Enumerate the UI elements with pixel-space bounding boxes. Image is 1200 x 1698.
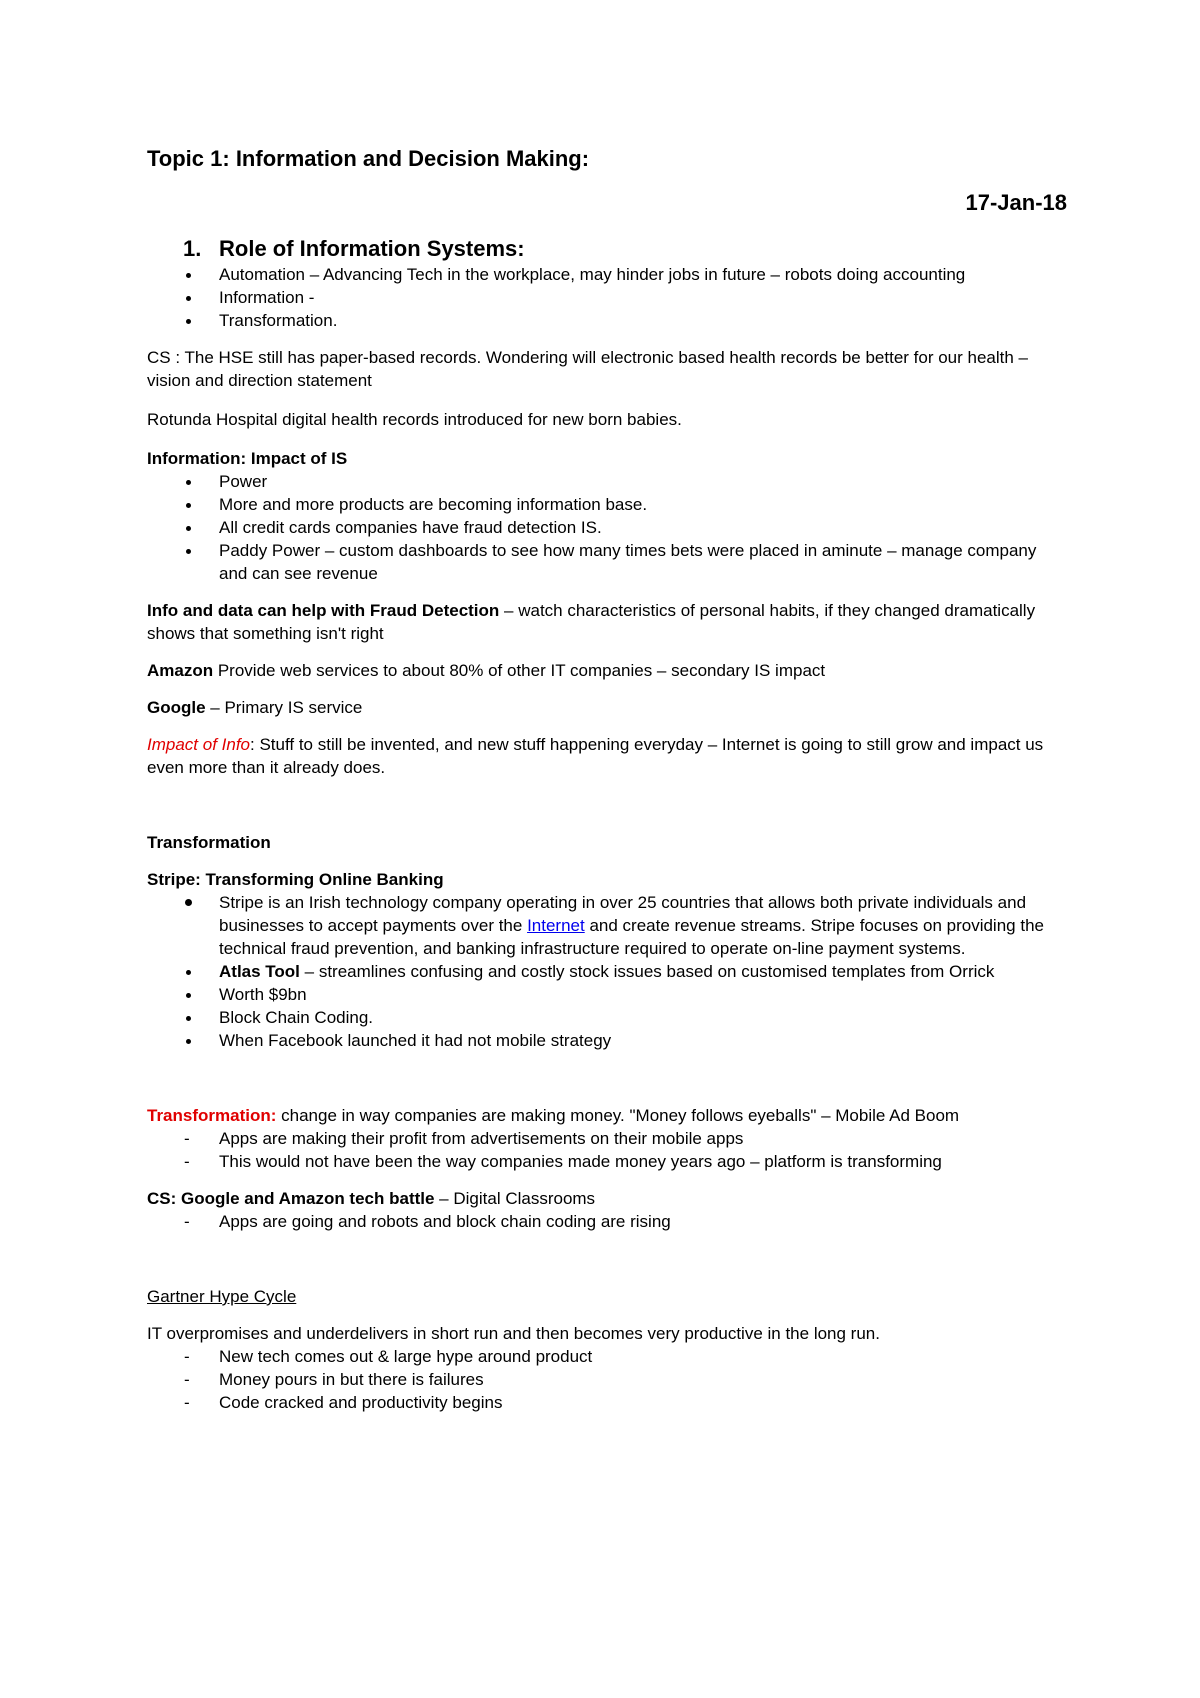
transformation-heading: Transformation	[147, 833, 271, 852]
section-heading-text: Role of Information Systems:	[219, 236, 525, 261]
list-item: Worth $9bn	[147, 983, 1067, 1006]
list-item: Information -	[147, 286, 1067, 309]
gartner-paragraph: IT overpromises and underdelivers in short run and then becomes very productive in the long run.	[147, 1324, 880, 1343]
transformation-paragraph: Transformation: change in way companies are making money. "Money follows eyeballs" – Mobile Ad Boom	[147, 1106, 960, 1125]
list-item: - Code cracked and productivity begins	[147, 1391, 1067, 1414]
list-item: - This would not have been the way companies made money years ago – platform is transforming	[147, 1150, 1067, 1173]
list-item: Atlas Tool – streamlines confusing and costly stock issues based on customised templates from Orrick	[147, 960, 1067, 983]
gartner-heading: Gartner Hype Cycle	[147, 1287, 297, 1306]
list-item: - Money pours in but there is failures	[147, 1368, 1067, 1391]
rotunda-paragraph: Rotunda Hospital digital health records introduced for new born babies.	[147, 410, 682, 429]
impact-bullet-list	[147, 470, 1067, 585]
list-item: When Facebook launched it had not mobile strategy	[147, 1029, 1067, 1052]
list-item: - New tech comes out & large hype around product	[147, 1345, 1067, 1368]
document-date: 17-Jan-18	[965, 190, 1067, 215]
stripe-bullet-list	[147, 891, 1067, 1052]
section-number: 1.	[183, 236, 202, 261]
list-item: Paddy Power – custom dashboards to see how many times bets were placed in aminute – manage company and can see revenue	[147, 539, 1067, 585]
cs2-dash-list	[147, 1210, 1067, 1233]
stripe-heading: Stripe: Transforming Online Banking	[147, 870, 444, 889]
list-item: - Apps are making their profit from advertisements on their mobile apps	[147, 1127, 1067, 1150]
list-item: Power	[147, 470, 1067, 493]
section-heading-role-of-is	[183, 235, 1067, 263]
list-item: Automation – Advancing Tech in the workplace, may hinder jobs in future – robots doing accounting	[147, 263, 1067, 286]
list-item: - Apps are going and robots and block chain coding are rising	[147, 1210, 1067, 1233]
fraud-paragraph: Info and data can help with Fraud Detection – watch characteristics of personal habits, if they changed dramatically shows that something isn't right	[147, 601, 1036, 643]
gartner-dash-list	[147, 1345, 1067, 1414]
impact-heading: Information: Impact of IS	[147, 449, 348, 468]
document-body	[147, 145, 1067, 1414]
transformation-dash-list	[147, 1127, 1067, 1173]
list-item: More and more products are becoming information base.	[147, 493, 1067, 516]
role-bullet-list	[147, 263, 1067, 332]
google-paragraph: Google – Primary IS service	[147, 698, 363, 717]
page-title: Topic 1: Information and Decision Making:	[147, 146, 590, 171]
amazon-paragraph: Amazon Provide web services to about 80% of other IT companies – secondary IS impact	[147, 661, 826, 680]
case-study-google-amazon: CS: Google and Amazon tech battle – Digital Classrooms	[147, 1189, 596, 1208]
internet-link[interactable]: Internet	[527, 916, 585, 935]
list-item: All credit cards companies have fraud detection IS.	[147, 516, 1067, 539]
list-item: Stripe is an Irish technology company operating in over 25 countries that allows both private individuals and businesses to accept payments over the Internet and create revenue streams. Stripe focuses on providing the technical fraud prevention, and banking infrastructure required to operate on-line payment systems.	[147, 891, 1067, 960]
impact-of-info-paragraph: Impact of Info: Stuff to still be invented, and new stuff happening everyday – Internet is going to still grow and impact us even more than it already does.	[147, 735, 1044, 777]
list-item: Transformation.	[147, 309, 1067, 332]
case-study-hse: CS : The HSE still has paper-based records. Wondering will electronic based health records be better for our health – vision and direction statement	[147, 348, 1029, 390]
list-item: Block Chain Coding.	[147, 1006, 1067, 1029]
